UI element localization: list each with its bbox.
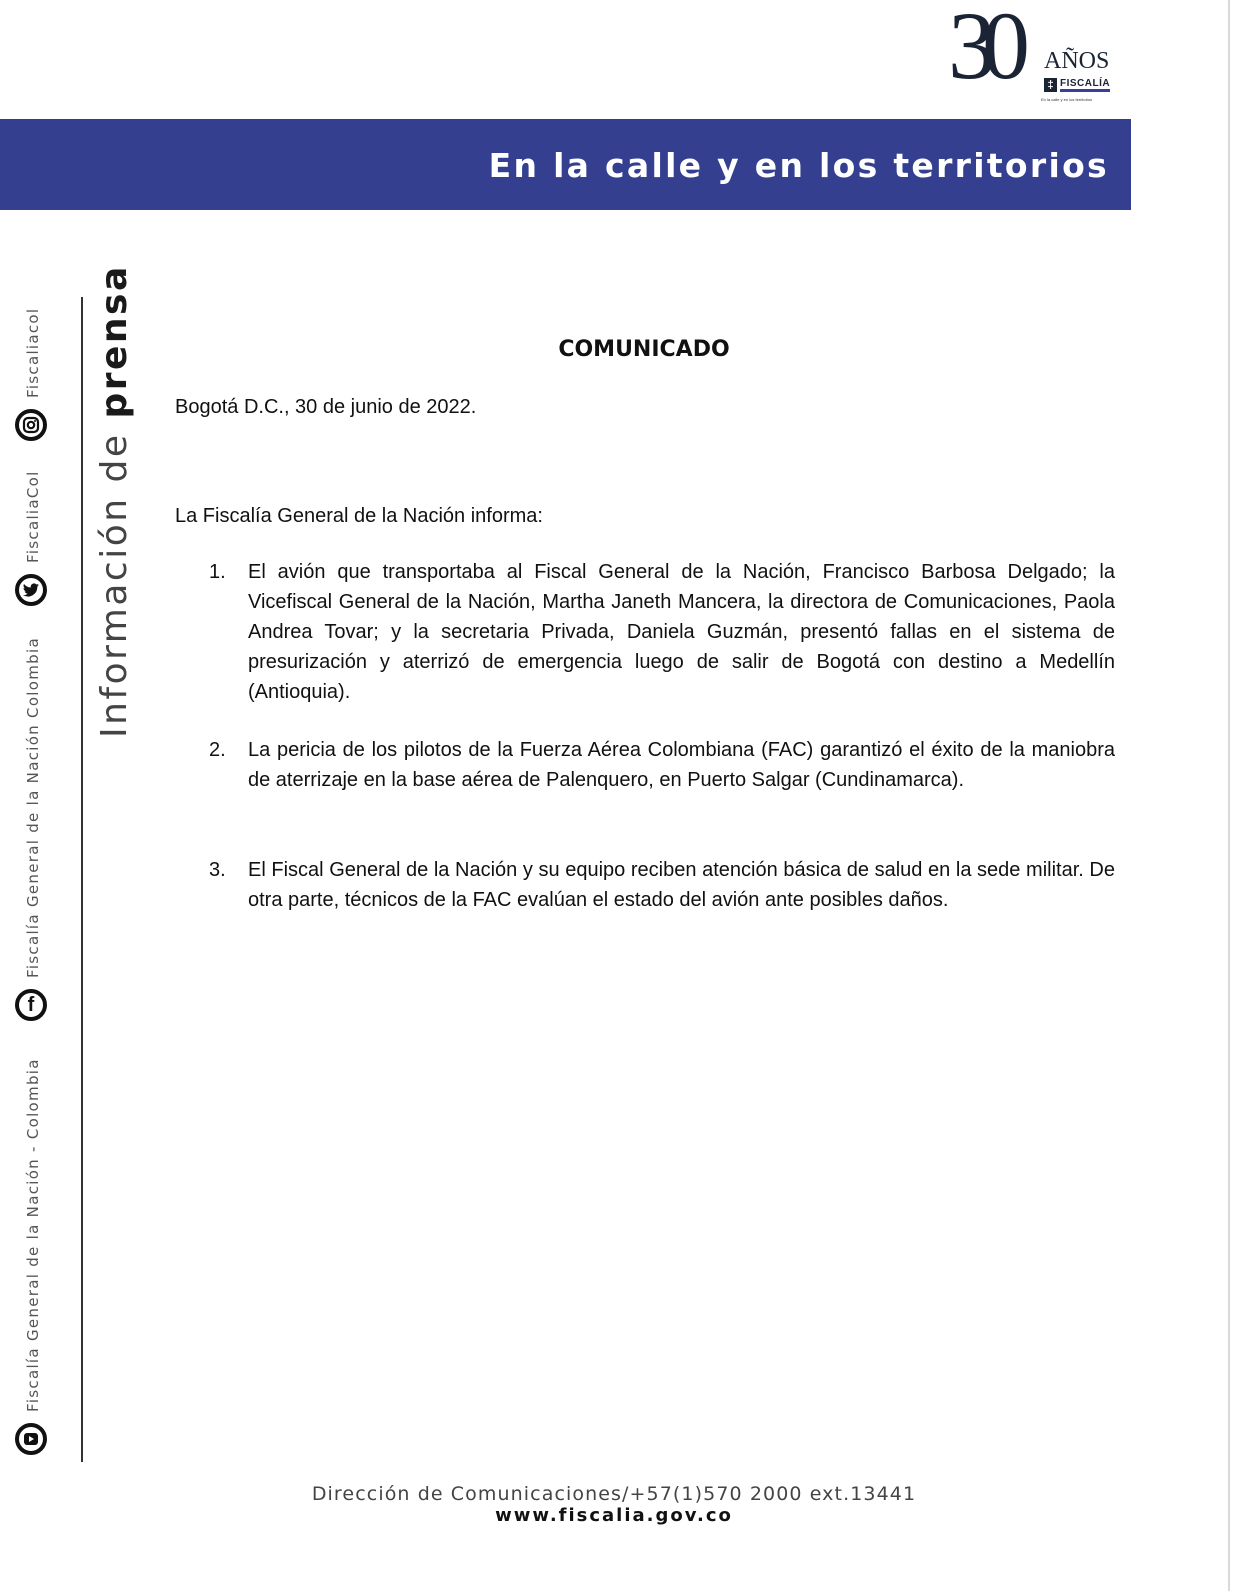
twitter-icon — [15, 574, 47, 606]
dateline: Bogotá D.C., 30 de junio de 2022. — [175, 396, 477, 418]
youtube-icon — [15, 1423, 47, 1455]
facebook-icon: f — [15, 989, 47, 1021]
intro-text: La Fiscalía General de la Nación informa: — [175, 505, 543, 527]
instagram-icon — [15, 409, 47, 441]
list-item-text: El avión que transportaba al Fiscal General de la Nación, Francisco Barbosa Delgado; la Vicefiscal General de la Nación, Martha Janeth Mancera, la directora de Comunicaciones, Paola Andrea Tovar; y la secretaria Privada, Daniela Guzmán, presentó fallas en el sistema de presurización y aterrizó de emergencia luego de salir de Bogotá con destino a Medellín (Antioquia). — [248, 561, 1115, 703]
handle-instagram: Fiscaliacol — [24, 307, 42, 398]
banner-slogan: En la calle y en los territorios — [488, 146, 1109, 185]
list-item — [209, 735, 1115, 795]
handle-twitter: FiscaliaCol — [24, 470, 42, 563]
list-item-number: 1. — [209, 561, 226, 583]
list-item-number: 2. — [209, 739, 226, 761]
logo-anos: AÑOS — [1044, 48, 1110, 74]
header-banner — [0, 119, 1131, 210]
footer-website[interactable]: www.fiscalia.gov.co — [495, 1505, 733, 1526]
logo-tagline: En la calle y en los territorios — [1041, 97, 1093, 102]
list-item — [209, 855, 1115, 915]
page-edge — [1228, 0, 1230, 1591]
list-item-text: La pericia de los pilotos de la Fuerza Aérea Colombiana (FAC) garantizó el éxito de la maniobra de aterrizaje en la base aérea de Palenquero, en Puerto Salgar (Cundinamarca). — [248, 739, 1115, 791]
handle-facebook: Fiscalía General de la Nación Colombia — [24, 637, 42, 978]
list-item-text: El Fiscal General de la Nación y su equipo reciben atención básica de salud en la sede militar. De otra parte, técnicos de la FAC evalúan el estado del avión ante posibles daños. — [248, 859, 1115, 911]
side-divider — [81, 297, 83, 1462]
informacion-de-prensa-label — [96, 264, 134, 738]
list-item-number: 3. — [209, 859, 226, 881]
fiscalia-30-anos-logo — [948, 0, 1118, 110]
logo-fiscalia-text: FISCALÍA — [1060, 78, 1110, 92]
info-prefix: Información de — [94, 432, 135, 738]
logo-number: 30 — [948, 0, 1016, 99]
info-bold: prensa — [94, 264, 135, 419]
handle-youtube: Fiscalía General de la Nación - Colombia — [24, 1058, 42, 1412]
document-title: COMUNICADO — [558, 337, 730, 362]
footer-contact: Dirección de Comunicaciones/+57(1)570 2000 ext.13441 — [311, 1483, 917, 1505]
list-item — [209, 557, 1115, 707]
shield-icon: ‡ — [1044, 78, 1057, 92]
logo-fiscalia — [1044, 78, 1110, 92]
